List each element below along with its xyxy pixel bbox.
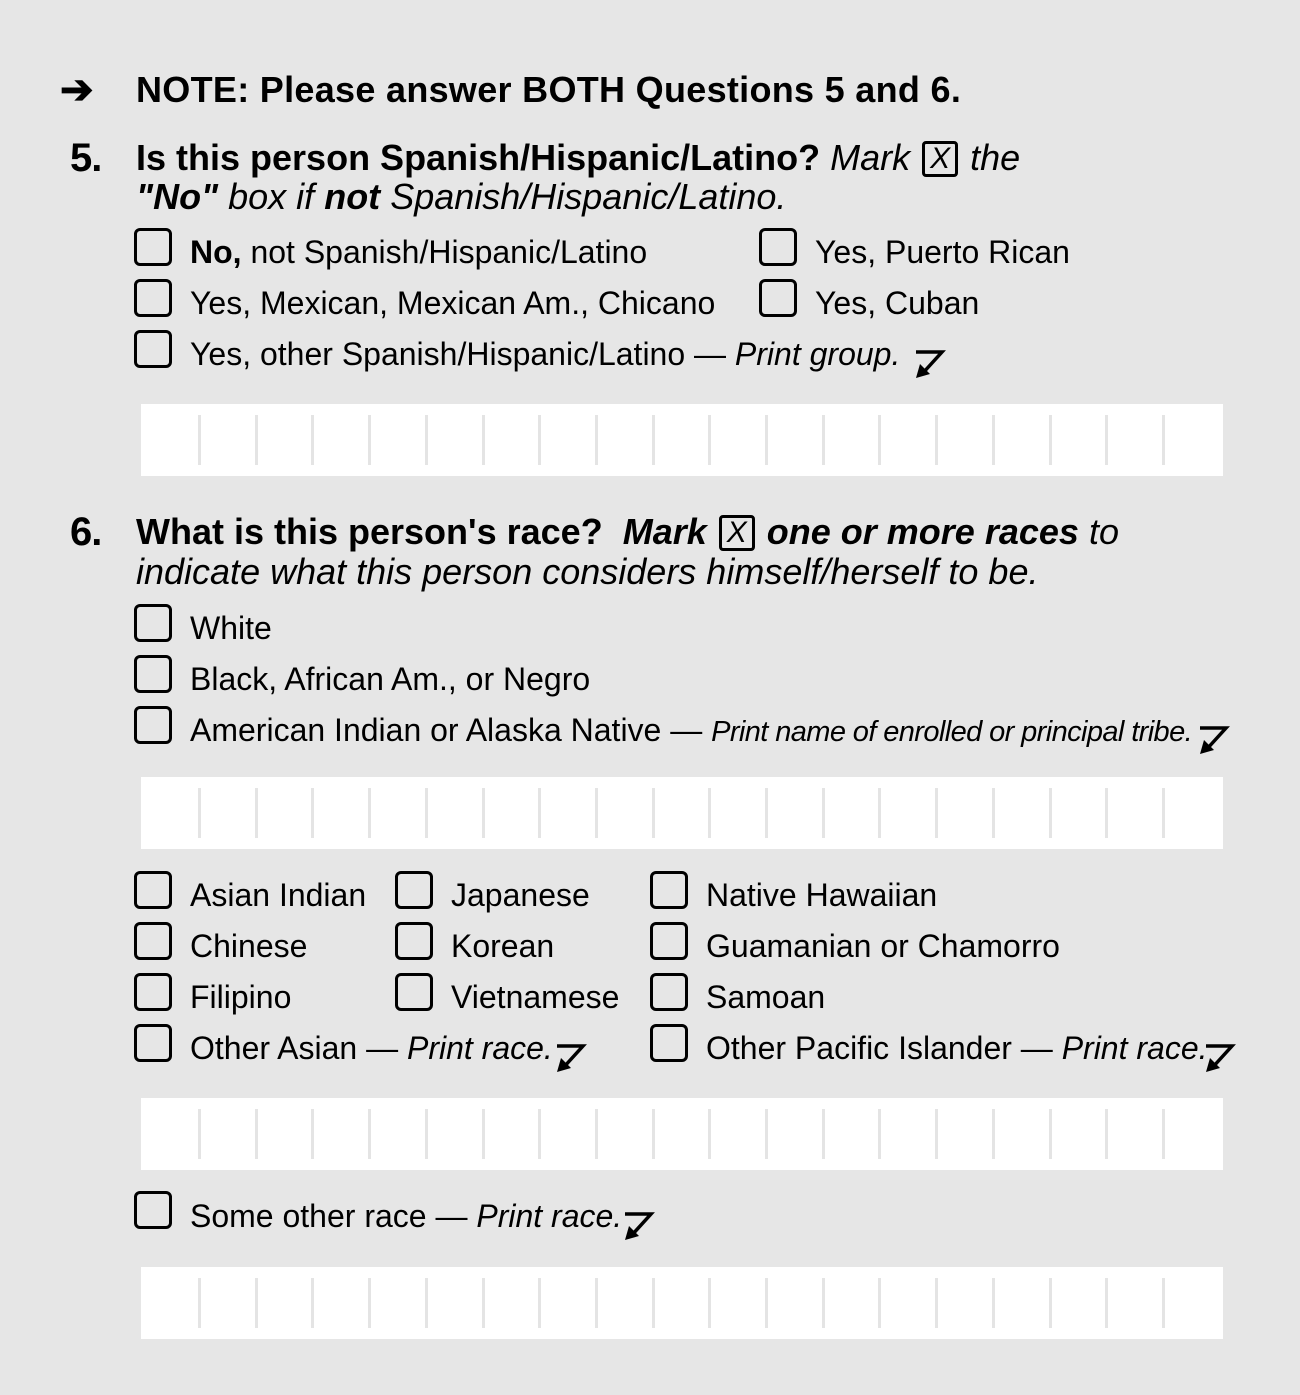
option-other-pacific-islander-label: Other Pacific Islander — Print race.: [706, 1030, 1208, 1066]
write-in-cell-divider: [482, 1278, 485, 1328]
write-in-cell-divider: [935, 1109, 938, 1159]
write-in-cell-divider: [1162, 1109, 1165, 1159]
write-in-cell-divider: [198, 788, 201, 838]
question-5-line-2: [136, 177, 786, 217]
question-5-mark-label: Mark: [830, 137, 911, 178]
question-5-not-label: not: [324, 176, 381, 217]
option-white-label: White: [190, 610, 272, 646]
write-in-cell-divider: [652, 788, 655, 838]
write-in-cell-divider: [822, 788, 825, 838]
write-in-cell-divider: [708, 1278, 711, 1328]
write-in-cell-divider: [1049, 415, 1052, 465]
write-in-cell-divider: [368, 1109, 371, 1159]
curved-down-left-arrow-icon: [621, 1210, 655, 1244]
checkbox-other-hispanic[interactable]: [134, 330, 172, 368]
write-in-cell-divider: [255, 1278, 258, 1328]
write-in-cell-divider: [595, 415, 598, 465]
write-in-cell-divider: [538, 1109, 541, 1159]
write-in-cell-divider: [1049, 1109, 1052, 1159]
write-in-cell-divider: [198, 1278, 201, 1328]
write-in-cell-divider: [538, 788, 541, 838]
write-in-cell-divider: [935, 1278, 938, 1328]
write-in-cell-divider: [425, 1109, 428, 1159]
checkbox-white[interactable]: [134, 604, 172, 642]
write-in-cell-divider: [368, 415, 371, 465]
option-some-other-race-label: Some other race — Print race.: [190, 1198, 623, 1234]
write-in-cell-divider: [311, 1278, 314, 1328]
option-american-indian-label: American Indian or Alaska Native — Print name of enrolled or principal tribe.: [190, 712, 1193, 748]
option-chinese-label: Chinese: [190, 928, 308, 964]
checkbox-filipino[interactable]: [134, 973, 172, 1011]
question-6-mark-label: Mark: [622, 511, 707, 552]
write-in-cell-divider: [992, 1109, 995, 1159]
checkbox-japanese[interactable]: [395, 871, 433, 909]
write-in-cell-divider: [992, 415, 995, 465]
checkbox-native-hawaiian[interactable]: [650, 871, 688, 909]
write-in-cell-divider: [311, 415, 314, 465]
option-guamanian-label: Guamanian or Chamorro: [706, 928, 1060, 964]
write-in-cell-divider: [992, 788, 995, 838]
write-in-cell-divider: [425, 788, 428, 838]
write-in-cell-divider: [482, 1109, 485, 1159]
write-in-cell-divider: [652, 1109, 655, 1159]
write-in-cell-divider: [538, 415, 541, 465]
question-5-the-label: the: [970, 137, 1021, 178]
write-in-cell-divider: [311, 1109, 314, 1159]
write-in-cell-divider: [935, 788, 938, 838]
example-checked-box-icon: X: [719, 515, 755, 551]
option-black-label: Black, African Am., or Negro: [190, 661, 591, 697]
checkbox-samoan[interactable]: [650, 973, 688, 1011]
write-in-cell-divider: [708, 415, 711, 465]
right-arrow-icon: ➔: [60, 68, 94, 112]
option-asian-indian-label: Asian Indian: [190, 877, 367, 913]
write-in-cell-divider: [1105, 1278, 1108, 1328]
question-5-line-1: [136, 138, 1020, 178]
option-puerto-rican-label: Yes, Puerto Rican: [815, 234, 1070, 270]
checkbox-cuban[interactable]: [759, 279, 797, 317]
write-in-cell-divider: [765, 1278, 768, 1328]
option-filipino-label: Filipino: [190, 979, 292, 1015]
checkbox-vietnamese[interactable]: [395, 973, 433, 1011]
checkbox-some-other-race[interactable]: [134, 1191, 172, 1229]
option-native-hawaiian-label: Native Hawaiian: [706, 877, 938, 913]
write-in-cell-divider: [311, 788, 314, 838]
write-in-cell-divider: [878, 1109, 881, 1159]
curved-down-left-arrow-icon: [1202, 1042, 1236, 1076]
write-in-box-asian-pacific-race[interactable]: [141, 1098, 1223, 1170]
write-in-cell-divider: [595, 1278, 598, 1328]
write-in-cell-divider: [1162, 788, 1165, 838]
curved-down-left-arrow-icon: [912, 348, 946, 382]
option-japanese-label: Japanese: [451, 877, 590, 913]
write-in-cell-divider: [1105, 1109, 1108, 1159]
write-in-cell-divider: [878, 415, 881, 465]
write-in-cell-divider: [708, 1109, 711, 1159]
write-in-cell-divider: [255, 1109, 258, 1159]
example-checked-box-icon: X: [922, 141, 958, 177]
curved-down-left-arrow-icon: [553, 1042, 587, 1076]
checkbox-guamanian[interactable]: [650, 922, 688, 960]
write-in-cell-divider: [822, 1278, 825, 1328]
write-in-cell-divider: [425, 415, 428, 465]
write-in-cell-divider: [538, 1278, 541, 1328]
write-in-cell-divider: [1105, 788, 1108, 838]
question-5-question: Is this person Spanish/Hispanic/Latino?: [136, 137, 821, 178]
question-6-line-1: [136, 512, 1119, 552]
write-in-cell-divider: [482, 415, 485, 465]
write-in-cell-divider: [1049, 1278, 1052, 1328]
option-samoan-label: Samoan: [706, 979, 826, 1015]
write-in-cell-divider: [822, 1109, 825, 1159]
write-in-cell-divider: [1162, 1278, 1165, 1328]
write-in-cell-divider: [368, 1278, 371, 1328]
checkbox-puerto-rican[interactable]: [759, 228, 797, 266]
write-in-cell-divider: [255, 415, 258, 465]
checkbox-korean[interactable]: [395, 922, 433, 960]
checkbox-not-hispanic[interactable]: [134, 228, 172, 266]
write-in-cell-divider: [1105, 415, 1108, 465]
write-in-cell-divider: [652, 415, 655, 465]
write-in-box-tribe[interactable]: [141, 777, 1223, 849]
option-vietnamese-label: Vietnamese: [451, 979, 620, 1015]
option-not-hispanic-label: No, not Spanish/Hispanic/Latino: [190, 234, 648, 270]
write-in-cell-divider: [1162, 415, 1165, 465]
write-in-cell-divider: [708, 788, 711, 838]
write-in-cell-divider: [198, 1109, 201, 1159]
option-other-hispanic-label: Yes, other Spanish/Hispanic/Latino — Print group.: [190, 336, 901, 372]
note-text: NOTE: Please answer BOTH Questions 5 and 6.: [136, 69, 962, 110]
write-in-box-hispanic-group[interactable]: [141, 404, 1223, 476]
write-in-cell-divider: [878, 788, 881, 838]
checkbox-other-asian[interactable]: [134, 1024, 172, 1062]
write-in-cell-divider: [1049, 788, 1052, 838]
write-in-cell-divider: [652, 1278, 655, 1328]
write-in-cell-divider: [198, 415, 201, 465]
question-6-question: What is this person's race?: [136, 511, 603, 552]
option-cuban-label: Yes, Cuban: [815, 285, 980, 321]
checkbox-chinese[interactable]: [134, 922, 172, 960]
question-5-number: 5.: [70, 136, 102, 180]
write-in-cell-divider: [822, 415, 825, 465]
checkbox-asian-indian[interactable]: [134, 871, 172, 909]
checkbox-american-indian[interactable]: [134, 706, 172, 744]
write-in-box-some-other-race[interactable]: [141, 1267, 1223, 1339]
question-5-no-label: "No": [136, 176, 219, 217]
write-in-cell-divider: [368, 788, 371, 838]
write-in-cell-divider: [935, 415, 938, 465]
checkbox-black[interactable]: [134, 655, 172, 693]
write-in-cell-divider: [878, 1278, 881, 1328]
option-mexican-label: Yes, Mexican, Mexican Am., Chicano: [190, 285, 716, 321]
write-in-cell-divider: [765, 1109, 768, 1159]
write-in-cell-divider: [595, 788, 598, 838]
question-6-number: 6.: [70, 510, 102, 554]
write-in-cell-divider: [595, 1109, 598, 1159]
option-other-asian-label: Other Asian — Print race.: [190, 1030, 553, 1066]
write-in-cell-divider: [765, 788, 768, 838]
write-in-cell-divider: [765, 415, 768, 465]
checkbox-mexican[interactable]: [134, 279, 172, 317]
question-6-one-or-more-label: one or more races: [766, 511, 1079, 552]
write-in-cell-divider: [992, 1278, 995, 1328]
write-in-cell-divider: [482, 788, 485, 838]
curved-down-left-arrow-icon: [1196, 724, 1230, 758]
question-5-spanish-label: Spanish/Hispanic/Latino.: [390, 176, 787, 217]
question-5-box-if-label: box if: [228, 176, 315, 217]
question-6-line-2: indicate what this person considers himself/herself to be.: [136, 551, 1039, 592]
write-in-cell-divider: [425, 1278, 428, 1328]
write-in-cell-divider: [255, 788, 258, 838]
checkbox-other-pacific-islander[interactable]: [650, 1024, 688, 1062]
option-korean-label: Korean: [451, 928, 555, 964]
question-6-to-label: to: [1088, 511, 1119, 552]
